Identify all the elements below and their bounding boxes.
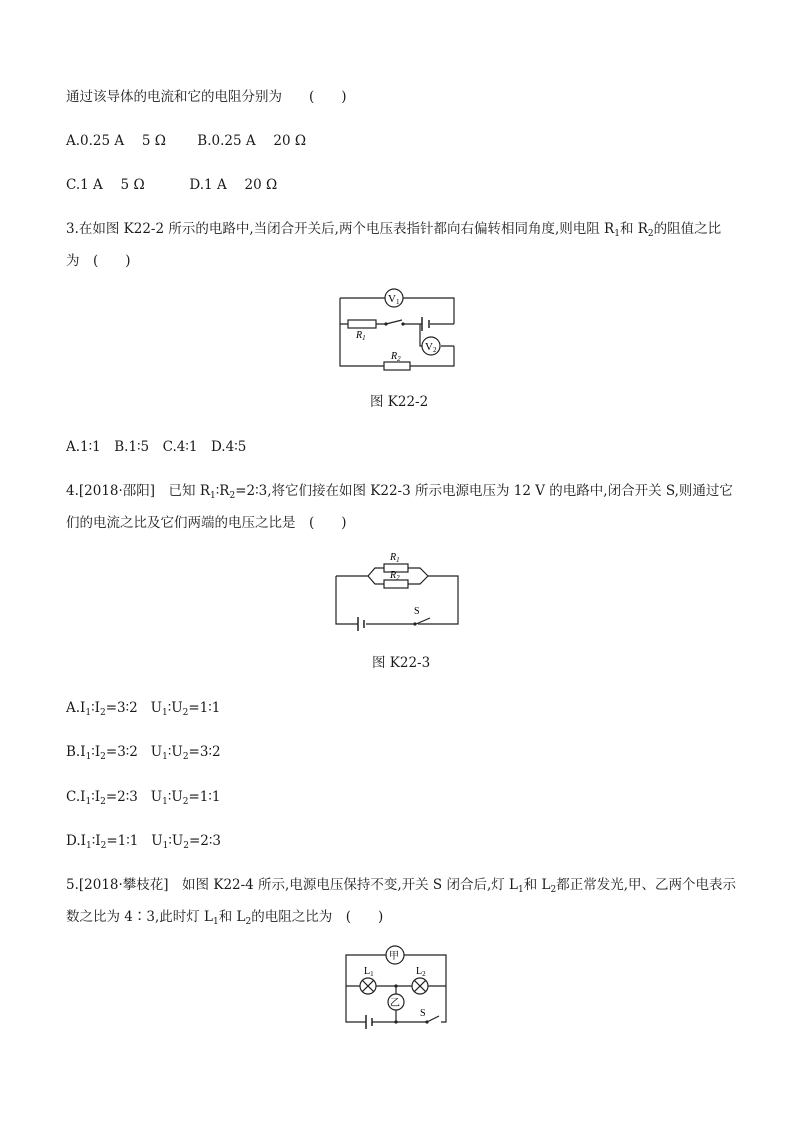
r1-label: $R_1$ — [356, 330, 366, 342]
circuit-diagram-k22-2 — [330, 284, 466, 376]
q4-option-b: $B.I_1∶I_2=3∶2$ $U_1∶U_2=3∶2$ — [66, 744, 221, 762]
meter-yi-label: 乙 — [390, 998, 400, 1009]
answer-options-line: A.0.25 A 5 Ω B.0.25 A 20 Ω — [66, 133, 307, 149]
l1-label: $L_1$ — [364, 966, 374, 978]
q4-option-c: $C.I_1∶I_2=2∶3$ $U_1∶U_2=1∶1$ — [66, 789, 221, 807]
q3-stem-line1: 3.在如图 K22-2 所示的电路中,当闭合开关后,两个电压表指针都向右偏转相同角度,则电阻 $R_1$和 $R_2$的阻值之比 — [66, 221, 722, 239]
question-text-line: 通过该导体的电流和它的电阻分别为 ( ) — [66, 89, 347, 105]
answer-options-line: C.1 A 5 Ω D.1 A 20 Ω — [66, 177, 278, 193]
q3-answer-options: A.1∶1 B.1∶5 C.4∶1 D.4∶5 — [66, 439, 247, 455]
q3-stem-line2: 为 ( ) — [66, 253, 131, 269]
q4-option-a: $A.I_1∶I_2=3∶2$ $U_1∶U_2=1∶1$ — [66, 700, 221, 718]
l2-label: $L_2$ — [416, 966, 426, 978]
q5-stem-line1: 5.[2018·攀枝花] 如图 K22-4 所示,电源电压保持不变,开关 S 闭合后,灯 $L_1$和 $L_2$都正常发光,甲、乙两个电表示 — [66, 877, 737, 895]
figure-caption-k22-2: 图 K22-2 — [370, 394, 429, 410]
v1-label: V1 — [388, 293, 400, 306]
r2-label: $R_2$ — [391, 351, 401, 363]
r1-label: $R_1$ — [390, 552, 400, 564]
r2-label: $R_2$ — [390, 570, 400, 582]
q4-stem-line2: 们的电流之比及它们两端的电压之比是 ( ) — [66, 515, 347, 531]
switch-s-label: S — [414, 606, 420, 617]
q4-stem-line1: 4.[2018·邵阳] 已知 $R_1∶R_2=2∶3$,将它们接在如图 K22-3 所示电源电压为 12 V 的电路中,闭合开关 S,则通过它 — [66, 483, 733, 501]
meter-jia-label: 甲 — [389, 951, 399, 962]
circuit-diagram-k22-3 — [334, 548, 460, 630]
figure-caption-k22-3: 图 K22-3 — [372, 655, 431, 671]
q4-option-d: $D.I_1∶I_2=1∶1$ $U_1∶U_2=2∶3$ — [66, 833, 221, 851]
switch-s-label: S — [420, 1008, 426, 1019]
circuit-diagram-k22-4 — [340, 944, 452, 1030]
q5-stem-line2: 数之比为 4∶3,此时灯 $L_1$和 $L_2$的电阻之比为 ( ) — [66, 909, 384, 927]
v2-label: V2 — [425, 341, 437, 354]
